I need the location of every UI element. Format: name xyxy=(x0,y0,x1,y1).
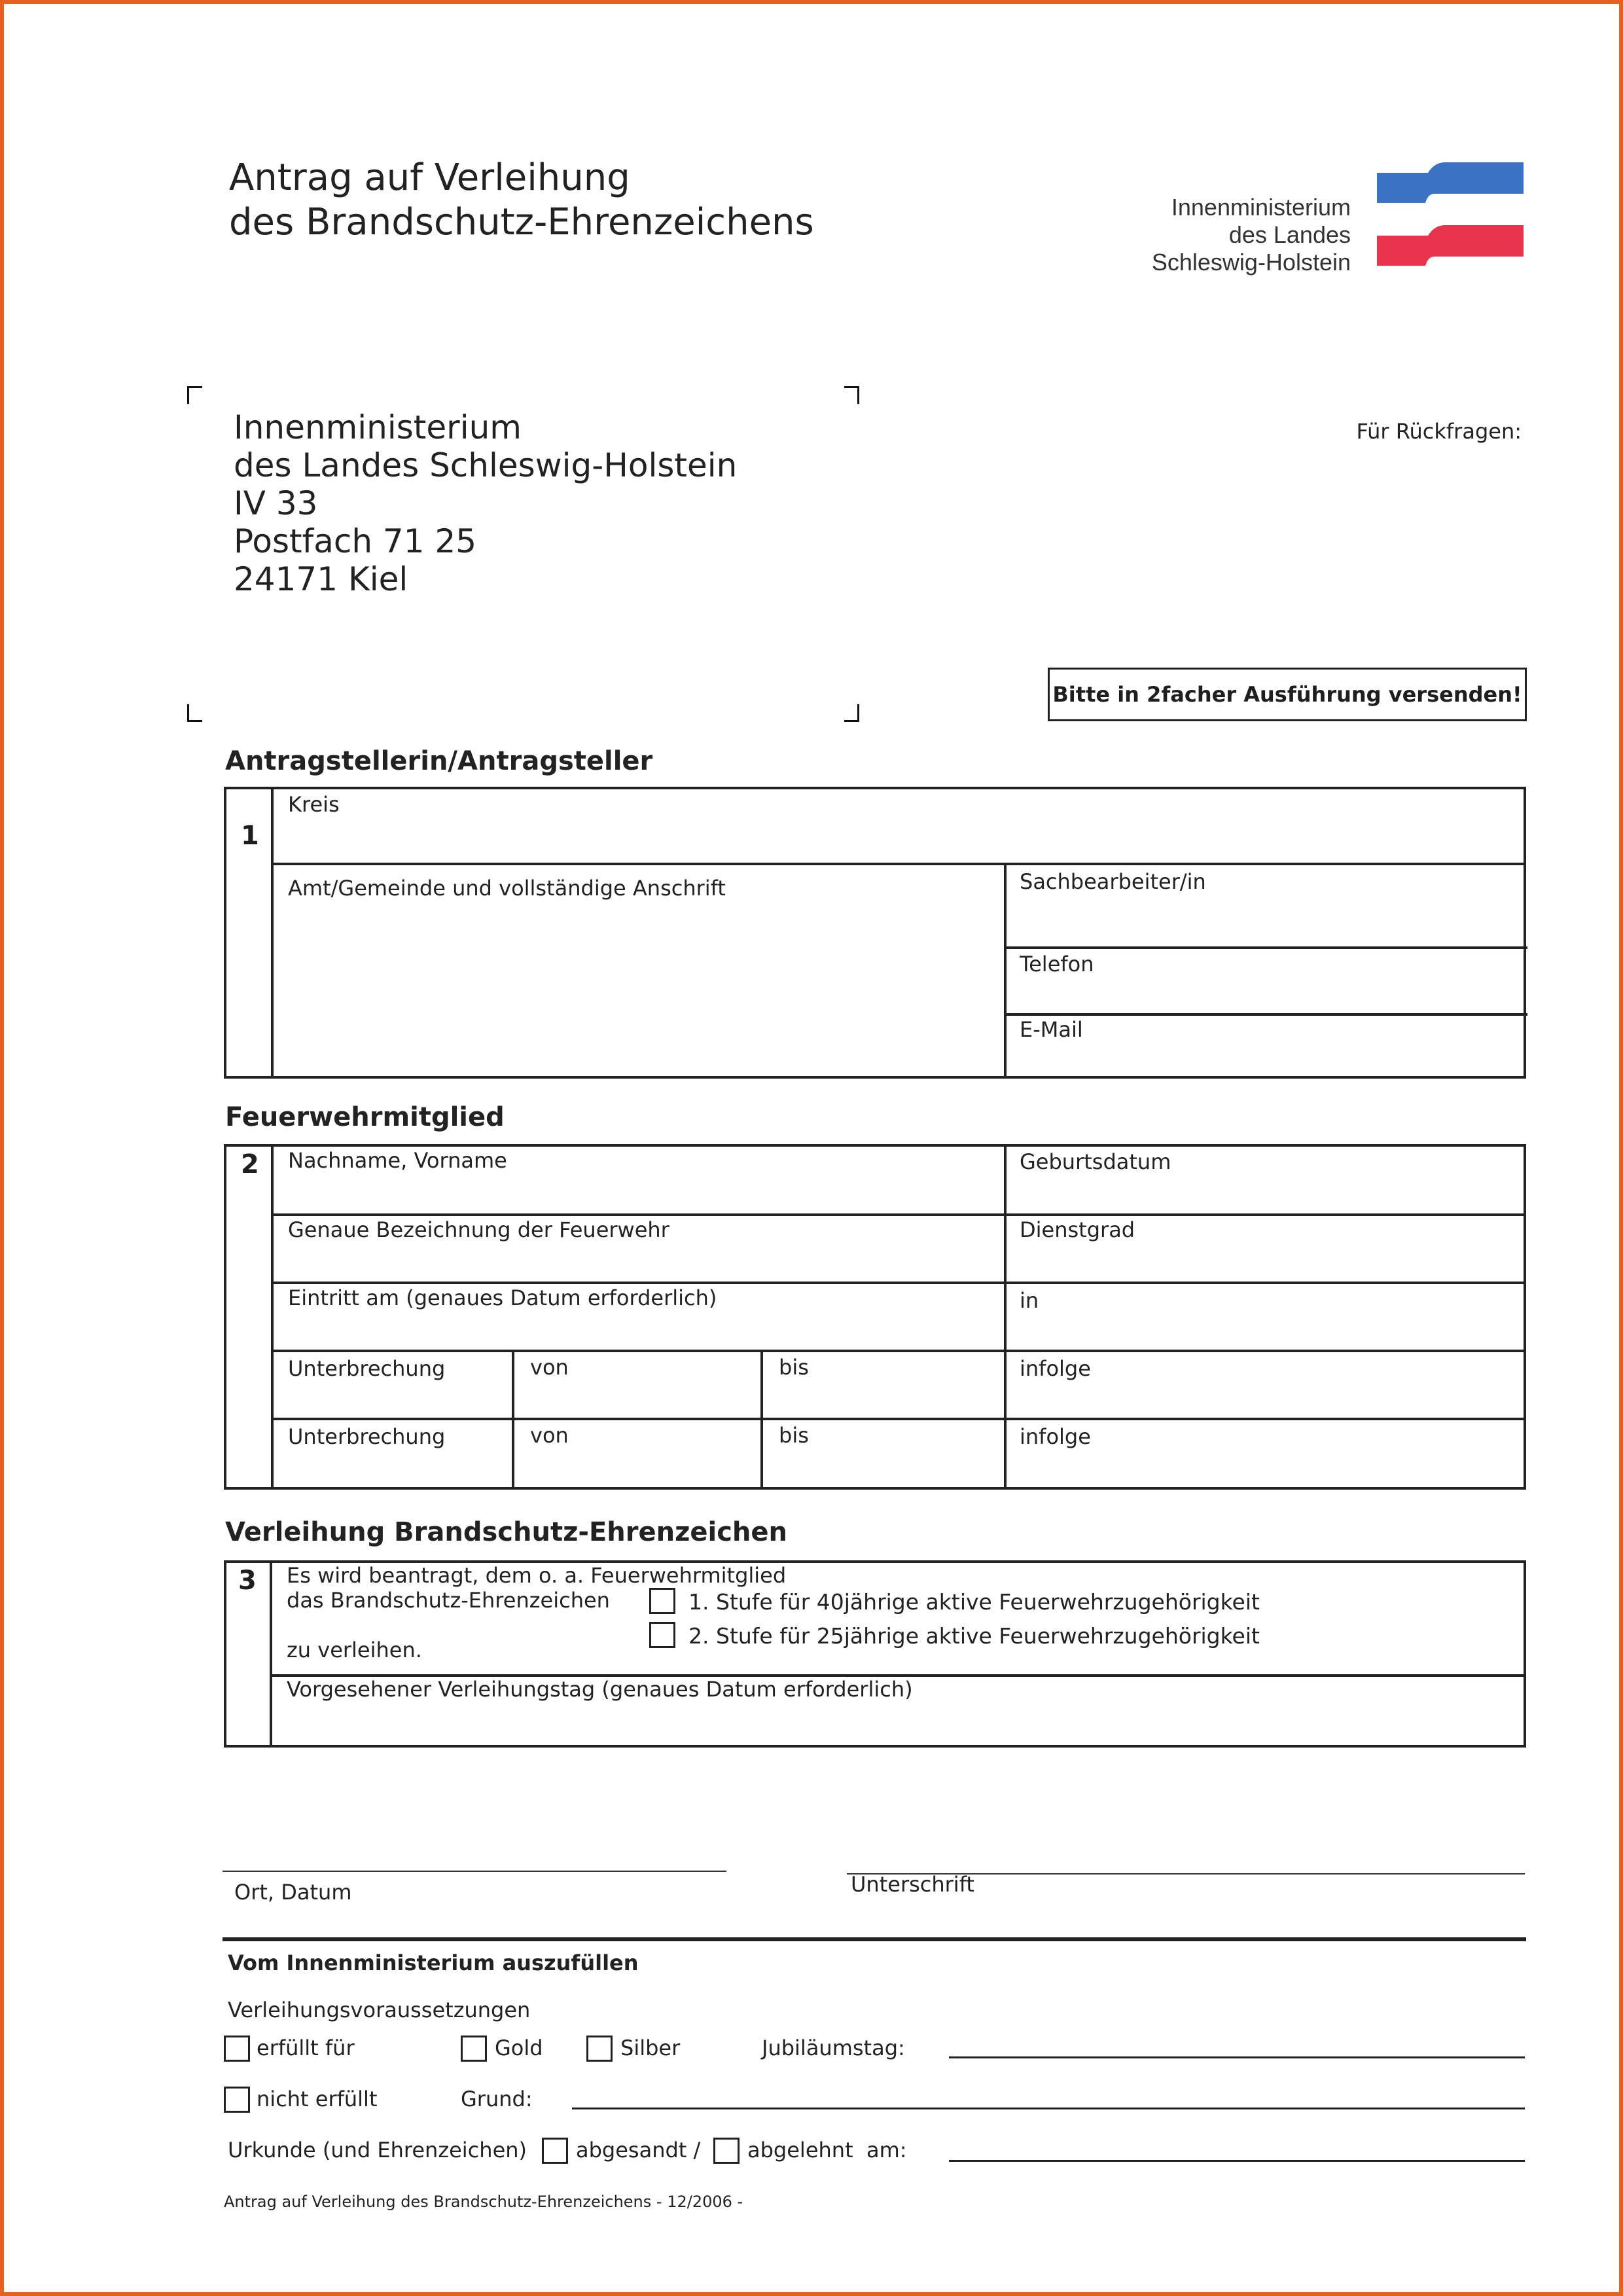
amt-field[interactable] xyxy=(274,865,1004,1076)
stufe1-checkbox[interactable] xyxy=(649,1588,675,1614)
form-title xyxy=(229,156,814,245)
unterbrechung-2-von-field[interactable] xyxy=(514,1420,760,1487)
request-text-1: Es wird beantragt, dem o. a. Feuerwehrmitglied xyxy=(287,1563,787,1588)
section2-heading: Feuerwehrmitglied xyxy=(225,1102,505,1132)
sachbearbeiter-field[interactable] xyxy=(1007,865,1526,946)
ministry-logo-icon xyxy=(1374,160,1525,270)
unterbrechung-1-infolge-field[interactable] xyxy=(1007,1352,1526,1418)
bis-2-label: bis xyxy=(779,1423,809,1448)
kreis-label: Kreis xyxy=(288,792,340,817)
ort-datum-label: Ort, Datum xyxy=(234,1880,352,1905)
geburtsdatum-field[interactable] xyxy=(1007,1147,1526,1213)
erfuellt-label: erfüllt für xyxy=(257,2036,355,2060)
address-line-5: 24171 Kiel xyxy=(234,560,408,598)
sachbearbeiter-label: Sachbearbeiter/in xyxy=(1020,869,1206,894)
section3-box xyxy=(224,1560,1526,1748)
section1-number: 1 xyxy=(241,821,259,851)
title-line-1: Antrag auf Verleihung xyxy=(229,156,630,199)
address-line-1: Innenministerium xyxy=(234,408,522,446)
grund-line[interactable] xyxy=(572,2108,1525,2109)
unterbrechung-1-von-field[interactable] xyxy=(514,1352,760,1418)
voraussetzungen-label: Verleihungsvoraussetzungen xyxy=(228,1998,531,2022)
nicht-erfuellt-label: nicht erfüllt xyxy=(257,2087,378,2111)
rueckfragen-label: Für Rückfragen: xyxy=(1356,419,1522,444)
stufe1-label: 1. Stufe für 40jährige aktive Feuerwehrzugehörigkeit xyxy=(688,1589,1260,1615)
jubilaeumstag-line[interactable] xyxy=(949,2056,1525,2058)
am-line[interactable] xyxy=(949,2160,1525,2162)
email-label: E-Mail xyxy=(1020,1017,1083,1042)
amt-label: Amt/Gemeinde und vollständige Anschrift xyxy=(288,876,726,901)
dienstgrad-field[interactable] xyxy=(1007,1216,1526,1282)
von-2-label: von xyxy=(530,1423,569,1448)
eintritt-field[interactable] xyxy=(274,1284,1004,1350)
jubilaeumstag-label: Jubiläumstag: xyxy=(762,2036,905,2060)
kreis-field[interactable] xyxy=(274,789,1526,863)
address-line-3: IV 33 xyxy=(234,484,318,522)
stufe2-checkbox[interactable] xyxy=(649,1622,675,1648)
ehrenzeichen-request-area xyxy=(272,1563,1526,1674)
section1-box xyxy=(224,787,1526,1079)
unterbrechung-2-infolge-field[interactable] xyxy=(1007,1420,1526,1487)
abgesandt-checkbox[interactable] xyxy=(542,2138,568,2164)
ministry-separator xyxy=(223,1937,1526,1941)
unterbrechung-1-label: Unterbrechung xyxy=(288,1356,446,1381)
section3-number: 3 xyxy=(238,1566,257,1596)
address-line-4: Postfach 71 25 xyxy=(234,522,477,560)
request-text-3: zu verleihen. xyxy=(287,1638,422,1662)
form-footer: Antrag auf Verleihung des Brandschutz-Ehrenzeichens - 12/2006 - xyxy=(224,2193,743,2211)
eintritt-label: Eintritt am (genaues Datum erforderlich) xyxy=(288,1285,717,1310)
in-label: in xyxy=(1020,1288,1039,1313)
section3-heading: Verleihung Brandschutz-Ehrenzeichen xyxy=(225,1517,788,1547)
logo-line-2: des Landes xyxy=(1228,221,1351,248)
logo-red-stripe xyxy=(1377,225,1524,266)
eintritt-ort-field[interactable] xyxy=(1007,1284,1526,1350)
geburtsdatum-label: Geburtsdatum xyxy=(1020,1149,1171,1174)
section2-number: 2 xyxy=(241,1149,259,1179)
name-field[interactable] xyxy=(274,1147,1004,1213)
name-label: Nachname, Vorname xyxy=(288,1148,507,1173)
address-line-2: des Landes Schleswig-Holstein xyxy=(234,446,738,484)
logo-line-1: Innenministerium xyxy=(1171,194,1351,221)
unterbrechung-1-field[interactable] xyxy=(274,1352,512,1418)
email-field[interactable] xyxy=(1007,1016,1526,1076)
verleihungstag-label: Vorgesehener Verleihungstag (genaues Datum erforderlich) xyxy=(287,1677,913,1702)
feuerwehr-label: Genaue Bezeichnung der Feuerwehr xyxy=(288,1217,669,1242)
nicht-erfuellt-checkbox[interactable] xyxy=(224,2087,250,2113)
section2-box xyxy=(224,1144,1526,1490)
send-twice-note: Bitte in 2facher Ausführung versenden! xyxy=(1048,668,1527,721)
window-corner-tl xyxy=(187,386,202,404)
request-text-2: das Brandschutz-Ehrenzeichen xyxy=(287,1588,610,1613)
telefon-field[interactable] xyxy=(1007,949,1526,1013)
window-corner-bl xyxy=(187,704,202,722)
unterbrechung-2-field[interactable] xyxy=(274,1420,512,1487)
von-1-label: von xyxy=(530,1355,569,1380)
abgelehnt-label: abgelehnt xyxy=(747,2138,853,2162)
bis-1-label: bis xyxy=(779,1355,809,1380)
recipient-address xyxy=(234,408,737,598)
telefon-label: Telefon xyxy=(1020,952,1094,977)
verleihungstag-field[interactable] xyxy=(272,1677,1526,1745)
abgelehnt-checkbox[interactable] xyxy=(713,2138,740,2164)
erfuellt-checkbox[interactable] xyxy=(224,2036,250,2062)
ministry-heading: Vom Innenministerium auszufüllen xyxy=(228,1950,639,1975)
grund-label: Grund: xyxy=(461,2087,533,2111)
window-corner-tr xyxy=(844,386,859,404)
unterbrechung-2-label: Unterbrechung xyxy=(288,1424,446,1449)
gold-label: Gold xyxy=(495,2036,543,2060)
window-corner-br xyxy=(844,704,859,722)
silber-label: Silber xyxy=(620,2036,681,2060)
unterbrechung-2-bis-field[interactable] xyxy=(763,1420,1004,1487)
infolge-1-label: infolge xyxy=(1020,1356,1091,1381)
unterschrift-label: Unterschrift xyxy=(851,1872,974,1897)
unterbrechung-1-bis-field[interactable] xyxy=(763,1352,1004,1418)
feuerwehr-field[interactable] xyxy=(274,1216,1004,1282)
gold-checkbox[interactable] xyxy=(461,2036,487,2062)
ort-datum-line[interactable] xyxy=(223,1871,726,1872)
ministry-logo-text xyxy=(1152,194,1351,276)
silber-checkbox[interactable] xyxy=(586,2036,613,2062)
stufe2-label: 2. Stufe für 25jährige aktive Feuerwehrzugehörigkeit xyxy=(688,1623,1260,1649)
logo-blue-stripe xyxy=(1377,162,1524,203)
infolge-2-label: infolge xyxy=(1020,1424,1091,1449)
section1-heading: Antragstellerin/Antragsteller xyxy=(225,746,653,776)
title-line-2: des Brandschutz-Ehrenzeichens xyxy=(229,201,814,243)
dienstgrad-label: Dienstgrad xyxy=(1020,1217,1135,1242)
abgesandt-label: abgesandt / xyxy=(576,2138,701,2162)
section2-number-column xyxy=(226,1147,274,1487)
am-label: am: xyxy=(866,2138,907,2162)
urkunde-label: Urkunde (und Ehrenzeichen) xyxy=(228,2138,527,2162)
logo-line-3: Schleswig-Holstein xyxy=(1151,249,1351,276)
